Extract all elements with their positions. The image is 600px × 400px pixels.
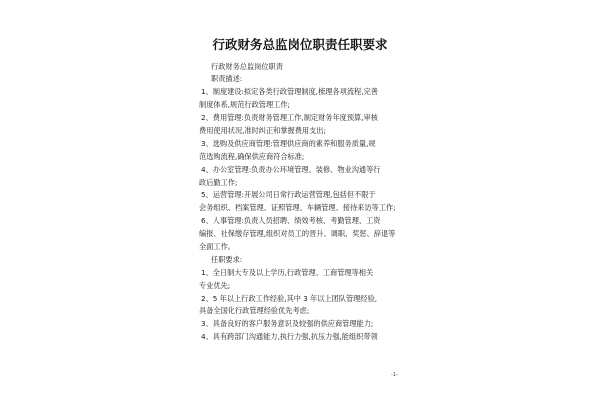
duty-item-line: 6、人事管理:负责人员招聘、绩效考核、考勤管理、工资 [201,216,381,226]
duty-item-line: 政后勤工作; [199,177,238,187]
requirement-item-4 [199,331,414,344]
duty-item-4 [199,164,414,190]
duty-item-line: 全面工作。 [199,241,235,251]
duty-item-line: 2、费用管理:负责财务管理工作,制定财务年度预算,审核 [201,113,378,123]
requirement-item-line: 3、具备良好的客户服务意识及较强的供应商管理能力; [201,319,374,329]
duty-item-3 [199,138,414,164]
requirement-item-line: 具备全国化行政管理经验优先考虑; [199,306,310,316]
requirements-heading: 任职要求: [211,254,243,264]
requirement-item-line: 4、具有跨部门沟通能力,执行力强,抗压力强,能组织带领 [201,332,378,342]
duty-item-line: 4、办公室管理:负责办公环境管理、装修、物业沟通等行 [201,164,381,174]
requirement-item-line: 专业优先; [199,280,231,290]
requirement-item-line: 2、5 年以上行政工作经验,其中 3 年以上团队管理经验, [201,293,378,303]
requirement-item-1 [199,267,414,293]
duty-item-5 [199,189,414,215]
document-title: 行政财务总监岗位职责任职要求 [212,37,388,52]
duty-item-1 [199,86,414,112]
requirement-item-line: 1、全日制大专及以上学历,行政管理、工商管理等相关 [201,267,374,277]
duty-item-line: 范选购流程,确保供应商符合标准; [199,151,305,161]
duty-item-line: 3、选购及供应商管理:管理供应商的素养和服务质量,规 [201,138,376,148]
requirement-item-2 [199,293,414,319]
duty-item-6 [199,215,414,254]
duty-item-2 [199,112,414,138]
requirement-item-3 [199,318,414,331]
duties-heading: 职责描述: [211,74,243,84]
duty-item-line: 1、制度建设:拟定各类行政管理制度,梳理各项流程,完善 [201,87,378,97]
duty-item-line: 制度体系,规范行政管理工作; [199,100,290,110]
page-number: -1- [391,372,398,378]
duty-item-line: 编报、社保缴存管理,组织对员工的晋升、调职、奖惩、辞退等 [199,229,396,239]
position-heading: 行政财务总监岗位职责 [211,61,283,71]
duty-item-line: 5、运营管理:开展公司日常行政运营管理,包括但不限于 [201,190,376,200]
duty-item-line: 会务组织、档案管理、证照管理、车辆管理、接待来访等工作; [199,203,396,213]
document-body [199,61,414,345]
duty-item-line: 费用使用状况,准时纠正和掌握费用支出; [199,125,326,135]
